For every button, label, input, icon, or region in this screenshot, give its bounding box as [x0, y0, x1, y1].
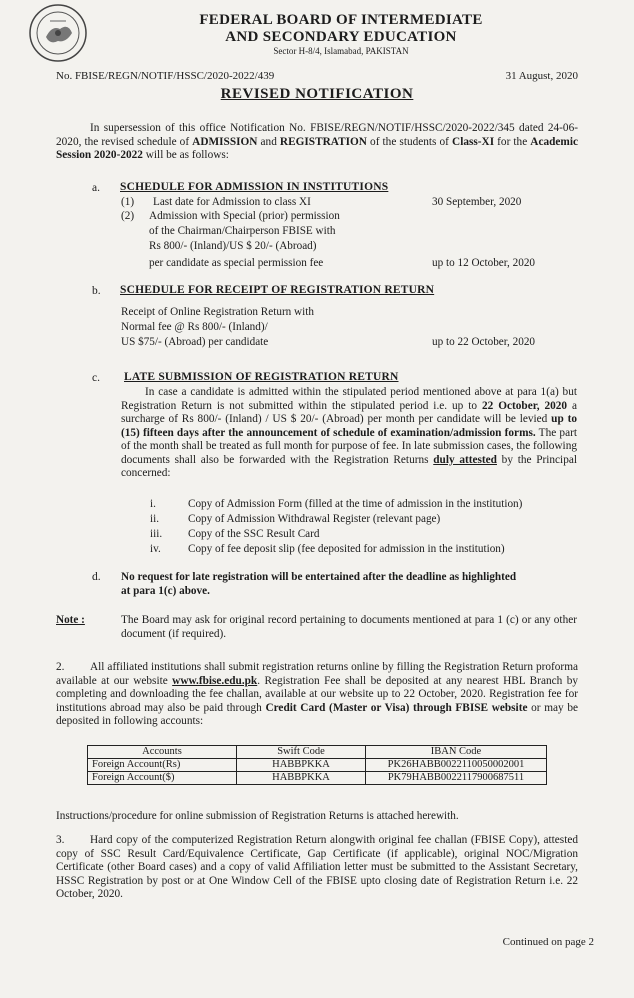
table-cell: PK26HABB0022110050002001	[366, 759, 547, 772]
intro-bold: Class-XI	[452, 135, 495, 148]
section-c-heading: LATE SUBMISSION OF REGISTRATION RETURN	[124, 371, 399, 383]
section-c-paragraph	[121, 386, 577, 481]
org-address: Sector H-8/4, Islamabad, PAKISTAN	[273, 46, 409, 56]
table-header-cell: IBAN Code	[366, 746, 547, 759]
org-name-line1: FEDERAL BOARD OF INTERMEDIATE	[199, 12, 483, 28]
table-cell: PK79HABB0022117900687511	[366, 772, 547, 785]
section-a-item2-line2: of the Chairman/Chairperson FBISE with	[149, 225, 336, 237]
doc-item-text: Copy of the SSC Result Card	[188, 528, 320, 540]
section-a-letter: a.	[92, 182, 100, 194]
paragraph-3-text: Hard copy of the computerized Registration Return alongwith original fee challan (FBISE Copy), attested copy of SSC Result Card/Equivalence Certificate, Gap Certificate (if applicable), original NOC/Migration Certificate (other Board cases) and a copy of valid Affiliation letter must be submitted to the Assistant Secretary, HSSC Registration by post or at One Window Cell of the FBISE upto closing date of Registration Return i.e. 22 October, 2020.	[56, 834, 578, 900]
section-c-text: a surcharge of Rs 800/- (Inland) / US $ 20/- (Abroad) per month per candidate will be levied	[121, 399, 577, 425]
intro-paragraph	[56, 122, 578, 163]
section-c-text: In case a candidate is admitted within the stipulated period mentioned above at para 1(a) but Registration Return is not submitted within the stipulated period i.e. up to	[121, 386, 577, 412]
section-b-line3: US $75/- (Abroad) per candidate	[121, 336, 269, 348]
intro-text: and	[257, 135, 280, 148]
intro-bold: ADMISSION	[192, 135, 258, 148]
section-c-text: by the Principal concerned:	[121, 453, 577, 479]
paragraph-2-number: 2.	[56, 661, 65, 673]
paragraph-2-text: . Registration Fee shall be deposited at any nearest HBL Branch by completing and downloading the fee challan, available at our website up to 22 October, 2020. Registration fee for institutions abroad may also be paid through	[56, 674, 578, 714]
paragraph-2-text: All affiliated institutions shall submit registration returns online by filling the Registration Return proforma available at our website	[56, 661, 578, 687]
paragraph-2-bold: Credit Card (Master or Visa) through FBISE website	[265, 701, 528, 714]
accounts-table	[87, 745, 547, 785]
doc-item-num: iii.	[150, 528, 163, 540]
paragraph-2-text: or may be deposited in following accounts:	[56, 701, 578, 727]
section-b-heading: SCHEDULE FOR RECEIPT OF REGISTRATION RETURN	[120, 284, 435, 296]
table-cell: HABBPKKA	[237, 772, 366, 785]
table-row	[88, 759, 547, 772]
section-a-heading: SCHEDULE FOR ADMISSION IN INSTITUTIONS	[120, 181, 389, 193]
doc-item-text: Copy of Admission Form (filled at the time of admission in the institution)	[188, 498, 523, 510]
table-header-cell: Accounts	[88, 746, 237, 759]
table-cell: HABBPKKA	[237, 759, 366, 772]
intro-text: of the students of	[366, 135, 453, 148]
section-c-bold-underlined: duly attested	[433, 453, 497, 466]
doc-item-num: iv.	[150, 543, 161, 555]
section-d-line1: No request for late registration will be entertained after the deadline as highlighted	[121, 571, 517, 583]
intro-text: will be as follows:	[142, 149, 229, 161]
doc-item-num: i.	[150, 498, 156, 510]
section-b-line1: Receipt of Online Registration Return with	[121, 306, 314, 318]
note-label: Note :	[56, 614, 85, 626]
paragraph-2	[56, 661, 578, 729]
intro-bold: REGISTRATION	[279, 135, 367, 148]
reference-number: No. FBISE/REGN/NOTIF/HSSC/2020-2022/439	[56, 70, 275, 82]
page-title: REVISED NOTIFICATION	[220, 86, 414, 102]
section-a-item2-line4: per candidate as special permission fee	[149, 257, 324, 269]
intro-text: In supersession of this office Notification No. FBISE/REGN/NOTIF/HSSC/2020-2022/345 dated 24-06-2020, the revised schedule of	[56, 122, 578, 148]
org-name-line2: AND SECONDARY EDUCATION	[225, 29, 457, 45]
section-c-bold: 22 October, 2020	[481, 399, 568, 412]
intro-bold: Academic Session 2020-2022	[56, 135, 578, 161]
section-b-date: up to 22 October, 2020	[432, 336, 536, 348]
table-header-cell: Swift Code	[237, 746, 366, 759]
section-a-item2-line3: Rs 800/- (Inland)/US $ 20/- (Abroad)	[149, 240, 317, 252]
section-a-item1-date: 30 September, 2020	[432, 196, 522, 208]
note-text: The Board may ask for original record pertaining to documents mentioned at para 1 (c) or any other document (if required).	[121, 614, 577, 640]
table-cell: Foreign Account($)	[88, 772, 237, 785]
paragraph-3-number: 3.	[56, 834, 65, 846]
table-row	[88, 772, 547, 785]
notification-date: 31 August, 2020	[505, 70, 578, 82]
table-cell: Foreign Account(Rs)	[88, 759, 237, 772]
section-d-line2: at para 1(c) above.	[121, 585, 210, 597]
instructions-line: Instructions/procedure for online submission of Registration Returns is attached herewith.	[56, 810, 459, 822]
section-a-item2-num: (2)	[121, 210, 135, 222]
section-c-letter: c.	[92, 372, 100, 384]
website-link[interactable]: www.fbise.edu.pk	[172, 674, 258, 687]
table-header-row	[88, 746, 547, 759]
paragraph-3	[56, 834, 578, 902]
doc-item-num: ii.	[150, 513, 160, 525]
section-c-bold: up to (15) fifteen days after the announcement of schedule of examination/admission forms.	[121, 413, 577, 439]
section-b-line2: Normal fee @ Rs 800/- (Inland)/	[121, 321, 268, 333]
doc-item-text: Copy of Admission Withdrawal Register (relevant page)	[188, 513, 441, 525]
section-a-item1-text: Last date for Admission to class XI	[153, 196, 311, 208]
intro-text: for the	[494, 135, 531, 148]
section-a-item1-num: (1)	[121, 196, 135, 208]
section-b-letter: b.	[92, 285, 101, 297]
doc-item-text: Copy of fee deposit slip (fee deposited for admission in the institution)	[188, 543, 505, 555]
section-a-item2-line1: Admission with Special (prior) permission	[149, 210, 340, 222]
section-a-item2-date: up to 12 October, 2020	[432, 257, 536, 269]
section-d-letter: d.	[92, 571, 101, 583]
continued-note: Continued on page 2	[502, 936, 594, 948]
section-c-text: The part of the month shall be treated as full month for purpose of fee. In late submission cases, the following documents shall also be forwarded with the Registration Returns	[121, 426, 577, 466]
